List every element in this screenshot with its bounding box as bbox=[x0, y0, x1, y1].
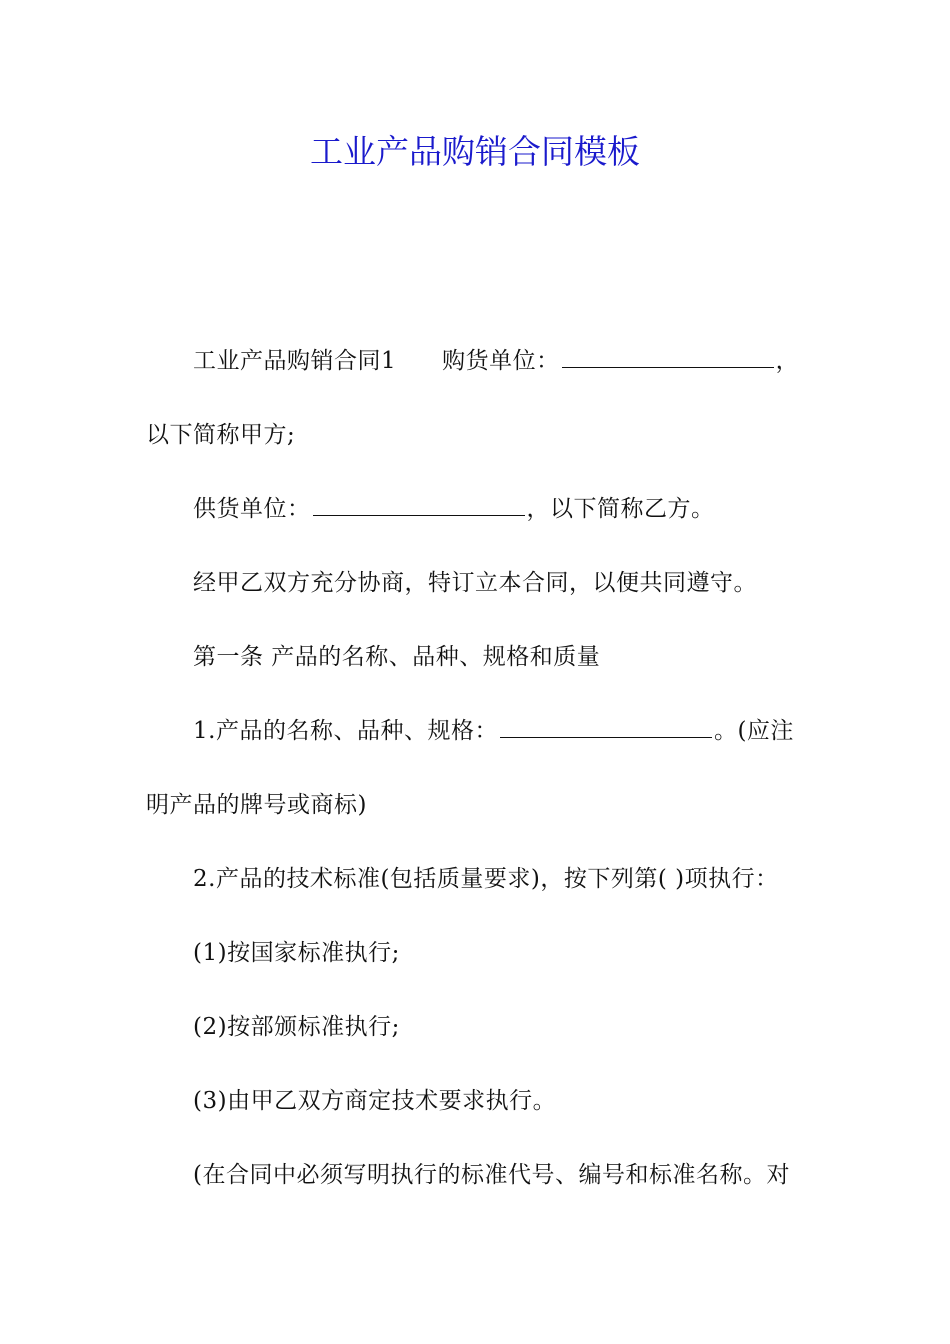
paragraph-item-1-wrap: 明产品的牌号或商标) bbox=[146, 792, 367, 818]
option-2: (2)按部颁标准执行; bbox=[193, 1014, 400, 1040]
seller-label: 供货单位： bbox=[193, 496, 311, 522]
item1-suffix: 。(应注 bbox=[713, 718, 794, 744]
contract-heading: 工业产品购销合同1 bbox=[193, 348, 397, 374]
paragraph-item-1 bbox=[146, 694, 818, 768]
article-one-heading: 第一条 产品的名称、品种、规格和质量 bbox=[193, 644, 601, 670]
paragraph-agreement: 经甲乙双方充分协商，特订立本合同，以便共同遵守。 bbox=[193, 570, 757, 596]
paragraph-item-2: 2.产品的技术标准(包括质量要求)，按下列第( )项执行： bbox=[193, 866, 779, 892]
buyer-blank-line bbox=[562, 347, 774, 368]
document-title: 工业产品购销合同模板 bbox=[310, 132, 640, 171]
document-body bbox=[146, 324, 818, 1212]
option-1: (1)按国家标准执行; bbox=[193, 940, 400, 966]
item1-label: 1.产品的名称、品种、规格： bbox=[193, 718, 498, 744]
paragraph-seller bbox=[146, 472, 818, 546]
paragraph-buyer bbox=[146, 324, 818, 398]
item1-blank-line bbox=[500, 717, 712, 738]
paragraph-note: (在合同中必须写明执行的标准代号、编号和标准名称。对 bbox=[193, 1162, 790, 1188]
seller-suffix: ，以下简称乙方。 bbox=[526, 496, 715, 522]
buyer-label: 购货单位： bbox=[442, 348, 560, 374]
buyer-comma: ， bbox=[775, 348, 800, 374]
option-3: (3)由甲乙双方商定技术要求执行。 bbox=[193, 1088, 557, 1114]
seller-blank-line bbox=[313, 495, 525, 516]
paragraph-buyer-wrap: 以下简称甲方; bbox=[146, 422, 296, 448]
